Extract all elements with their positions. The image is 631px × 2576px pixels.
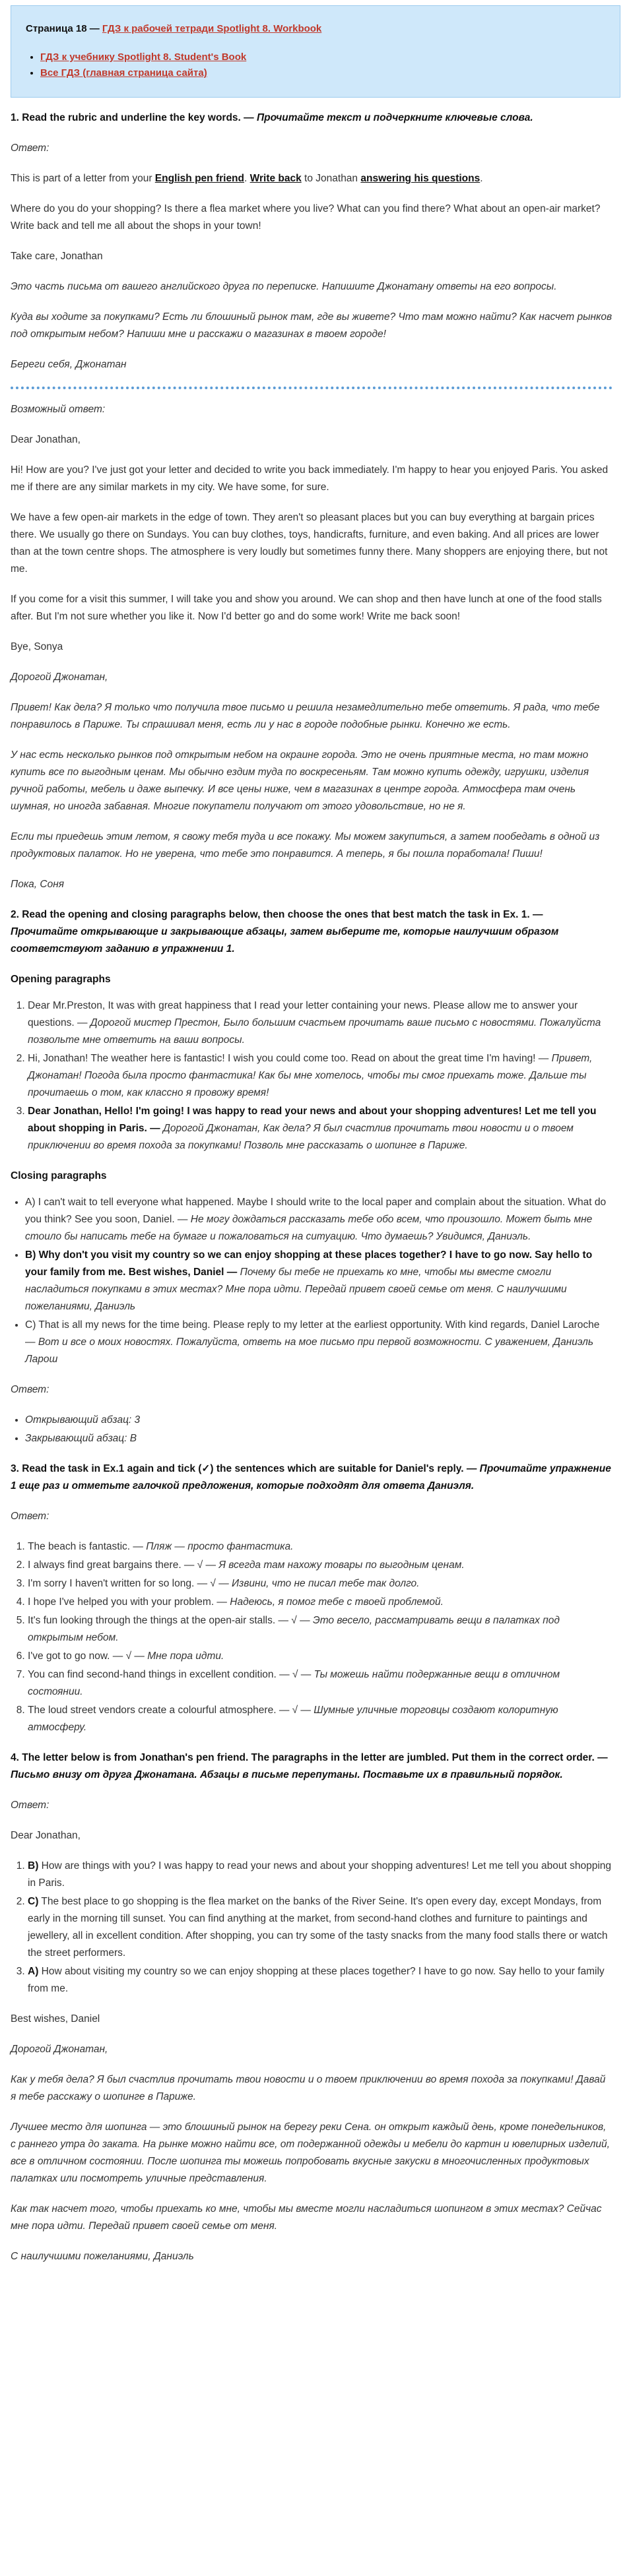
rubric-text: . (244, 173, 250, 184)
ex3-task-ru: Прочитайте упражнение 1 еще раз и отметьте галочкой предложения, которые подходят для ответа Даниэля. (11, 1463, 611, 1492)
ex4-paragraph-text: How are things with you? I was happy to read your news and about your shopping adventures! Let me tell you about shopping in Paris. (28, 1860, 612, 1889)
sample-p3-ru: Если ты приедешь этим летом, я свожу тебя туда и все покажу. Мы можем закупиться, а затем пообедать в одной из продуктовых палаток. Но не уверена, что тебе это понравится. А теперь, я бы пошла поработала! Пиши! (11, 831, 600, 860)
ex1-answer-label: Ответ: (11, 142, 50, 154)
ex4-greet-en: Dear Jonathan, (11, 1830, 81, 1841)
ex2-task-ru: Прочитайте открывающие и закрывающие абзацы, затем выберите те, которые наилучшим образом соответствуют заданию в упражнении 1. (11, 926, 559, 955)
closing-heading: Closing paragraphs (11, 1170, 107, 1181)
ex3-task (11, 1461, 613, 1495)
sample-bye-ru: Пока, Соня (11, 879, 65, 890)
ex2-answers (11, 1412, 613, 1447)
ex4-item (28, 1963, 613, 1997)
sample-p1-en: Hi! How are you? I've just got your letter and decided to write you back immediately. I'm happy to hear you enjoyed Paris. You asked me if there are any similar markets in my city. We have some, for sure. (11, 464, 609, 493)
paragraph-mark: B) (28, 1860, 39, 1871)
ex1-sign-ru: Береги себя, Джонатан (11, 359, 127, 370)
sample-label: Возможный ответ: (11, 404, 106, 415)
closing-item (25, 1247, 613, 1315)
paragraph-mark: C) (28, 1896, 39, 1907)
ex3-text-en: You can find second-hand things in excellent condition. — √ — (28, 1669, 312, 1680)
rubric-text: . (480, 173, 483, 184)
ex3-answer-label: Ответ: (11, 1511, 50, 1522)
ex3-text-en: The beach is fantastic. — (28, 1541, 143, 1552)
ex1-sign-en: Take care, Jonathan (11, 251, 103, 262)
dotted-divider (11, 387, 613, 389)
opening-list (11, 997, 613, 1154)
ex4-item (28, 1858, 613, 1892)
ex4-paragraph-text: The best place to go shopping is the flea market on the banks of the River Seine. It's open every day, except Mondays, from early in the morning till sunset. You can find anything at the market, from second-hand clothes and furniture to paintings and jewellery, all in excellent condition. After shopping, you can try some of the tasty snacks from the many food stalls there or watch the street performers. (28, 1896, 608, 1959)
opening-text-en: Dear Jonathan, Hello! I'm going! I was happy to read your news and about your shopping adventures! Let me tell you about shopping in Paris. — (28, 1106, 597, 1134)
ex3-item (28, 1594, 613, 1611)
closing-text-ru: Не могу дождаться рассказать тебе обо всем, что произошло. Может быть мне стоило бы написать тебе на бумаге и пожаловаться на ситуацию. Что думаешь? Увидимся, Даниэль. (25, 1214, 593, 1242)
opening-text-ru: Дорогой Джонатан, Как дела? Я был счастлив прочитать твои новости и о твоем приключении во время похода за покупками! Позволь мне рассказать о шопинге в Париже. (28, 1123, 574, 1151)
navigation-box (11, 5, 620, 98)
keyword-underlined: English pen friend (154, 173, 244, 184)
ex3-text-ru: Это весело, рассматривать вещи в палатках под открытым небом. (28, 1615, 560, 1643)
ex3-text-ru: Шумные уличные торговцы создают колоритную атмосферу. (28, 1705, 558, 1733)
keyword-underlined: Write back (249, 173, 302, 184)
sample-bye-en: Bye, Sonya (11, 641, 63, 652)
closing-text-ru: Почему бы тебе не приехать ко мне, чтобы мы вместе смогли насладиться покупками в этих местах? Мне пора идти. Передай привет своей семье от меня. С наилучшими пожеланиями, Даниэль (25, 1267, 567, 1312)
ex4-greet-ru: Дорогой Джонатан, (11, 2044, 108, 2055)
ex3-task-en: 3. Read the task in Ex.1 again and tick (✓) the sentences which are suitable for Daniel's reply. — (11, 1463, 477, 1474)
ex3-text-ru: Надеюсь, я помог тебе с твоей проблемой. (230, 1596, 444, 1608)
ex3-item (28, 1648, 613, 1665)
ex1-letter-ru: Куда вы ходите за покупками? Есть ли блошиный рынок там, где вы живете? Что там можно найти? Как насчет рынков под открытым небом? Напиши мне и расскажи о магазинах в твоем городе! (11, 311, 613, 340)
main-content (0, 98, 631, 2298)
opening-text-en: Hi, Jonathan! The weather here is fantastic! I wish you could come too. Read on about the great time I'm having! — (28, 1053, 549, 1064)
page-number-label: Страница 18 — (26, 23, 100, 34)
keyword-underlined: answering his questions (360, 173, 481, 184)
ex3-item (28, 1702, 613, 1736)
ex3-text-ru: Пляж — просто фантастика. (146, 1541, 294, 1552)
ex3-text-ru: Я всегда там нахожу товары по выгодным ценам. (218, 1559, 465, 1571)
closing-item (25, 1317, 613, 1368)
nav-links-list (26, 49, 604, 81)
ex3-item (28, 1575, 613, 1592)
ex3-text-ru: Ты можешь найти подержанные вещи в отличном состоянии. (28, 1669, 560, 1697)
closing-text-en: C) That is all my news for the time being. Please reply to my letter at the earliest opportunity. With kind regards, Daniel Laroche — (25, 1319, 600, 1348)
closing-text-ru: Вот и все о моих новостях. Пожалуйста, ответь на мое письмо при первой возможности. С уважением, Даниэль Ларош (25, 1336, 594, 1365)
ex3-item (28, 1666, 613, 1701)
ex4-p2-ru: Лучшее место для шопинга — это блошиный рынок на берегу реки Сена. он открыт каждый день, кроме понедельников, с раннего утра до заката. На рынке можно найти все, от подержанной одежды и мебели до картин и ювелирных изделий, все в отличном состоянии. После шопинга ты можешь попробовать вкусные закуски в многочисленных продуктовых палатках или посмотреть уличные представления. (11, 2121, 610, 2184)
ex4-sign-en: Best wishes, Daniel (11, 2013, 100, 2025)
opening-item (28, 997, 613, 1049)
ex1-task-ru: Прочитайте текст и подчеркните ключевые слова. (256, 112, 533, 123)
ex3-item (28, 1612, 613, 1647)
ex3-text-en: I hope I've helped you with your problem. — (28, 1596, 227, 1608)
closing-text-en: B) Why don't you visit my country so we can enjoy shopping at these places together? I have to go now. Say hello to your family from me. Best wishes, Daniel — (25, 1249, 593, 1278)
ex3-list (11, 1538, 613, 1736)
ex4-item (28, 1893, 613, 1962)
ex3-text-en: It's fun looking through the things at the open-air stalls. — √ — (28, 1615, 310, 1626)
ex2-answer-item: • Закрывающий абзац: B (25, 1430, 613, 1447)
ex3-text-en: I always find great bargains there. — √ — (28, 1559, 216, 1571)
ex1-rubric-ru: Это часть письма от вашего английского друга по переписке. Напишите Джонатану ответы на его вопросы. (11, 281, 557, 292)
opening-text-ru: Дорогой мистер Престон, Было большим счастьем прочитать ваше письмо с новостями. Пожалуйста позвольте мне ответить на ваши вопросы. (28, 1017, 601, 1046)
ex4-task (11, 1749, 613, 1784)
ex3-text-en: I'm sorry I haven't written for so long. — √ — (28, 1578, 229, 1589)
opening-item (28, 1050, 613, 1102)
ex4-task-ru: Письмо внизу от друга Джонатана. Абзацы в письме перепутаны. Поставьте их в правильный порядок. (11, 1769, 563, 1780)
opening-text-en: Dear Mr.Preston, It was with great happiness that I read your letter containing your news. Please allow me to answer your questions. — (28, 1000, 578, 1028)
ex4-p1-ru: Как у тебя дела? Я был счастлив прочитать твои новости и о твоем приключении во время похода за покупками! Давай я тебе расскажу о шопинге в Париже. (11, 2074, 606, 2102)
ex2-answer-item: • Открывающий абзац: 3 (25, 1412, 613, 1429)
breadcrumb (26, 20, 604, 38)
closing-item (25, 1194, 613, 1245)
ex2-task-en: 2. Read the opening and closing paragraphs below, then choose the ones that best match the task in Ex. 1. — (11, 909, 543, 920)
ex3-item (28, 1538, 613, 1555)
ex2-answer-label: Ответ: (11, 1384, 50, 1395)
sample-greet-ru: Дорогой Джонатан, (11, 672, 108, 683)
closing-text-en: A) I can't wait to tell everyone what happened. Maybe I should write to the local paper and complain about the situation. What do you think? See you soon, Daniel. — (25, 1197, 607, 1225)
home-link[interactable]: Все ГДЗ (главная страница сайта) (40, 67, 207, 79)
ex2-task (11, 906, 613, 958)
sample-p3-en: If you come for a visit this summer, I will take you and show you around. We can shop and then have lunch at one of the food stalls after. But I'm not sure whether you like it. Now I'd better go and do some work! Write me back soon! (11, 594, 602, 622)
nav-link-item (40, 65, 604, 81)
rubric-text: to Jonathan (301, 173, 361, 184)
sample-p1-ru: Привет! Как дела? Я только что получила твое письмо и решила незамедлительно тебе ответить. Я рада, что тебе понравилось в Париже. Ты спрашивал меня, есть ли у нас в городе подобные рынки. Конечно же есть. (11, 702, 600, 730)
ex3-text-ru: Извини, что не писал тебе так долго. (232, 1578, 420, 1589)
sample-p2-ru: У нас есть несколько рынков под открытым небом на окраине города. Это не очень приятные места, но там можно купить все по выгодным ценам. Мы обычно ездим туда по воскресеньям. Там можно купить одежду, игрушки, изделия ручной работы, мебель и даже выпечку. И все цены ниже, чем в магазинах в центре города. Атмосфера там очень шумная, но иногда забавная. Многие покупатели получают от этого удовольствие, но не я. (11, 749, 589, 812)
sample-greet-en: Dear Jonathan, (11, 434, 81, 445)
ex3-text-en: The loud street vendors create a colourful atmosphere. — √ — (28, 1705, 311, 1716)
sample-p2-en: We have a few open-air markets in the edge of town. They aren't so pleasant places but you can buy everything at bargain prices there. We usually go there on Sundays. You can buy clothes, toys, handicrafts, furniture, and even baking. And all prices are lower than at the town centre shops. The atmosphere is very loudly but sometimes funny there. Many shoppers are enjoying there, but not me. (11, 512, 608, 575)
rubric-text: This is part of a letter from your (11, 173, 155, 184)
ex4-task-en: 4. The letter below is from Jonathan's pen friend. The paragraphs in the letter are jumbled. Put them in the correct order. — (11, 1752, 608, 1763)
ex3-text-en: I've got to go now. — √ — (28, 1650, 145, 1662)
ex3-item (28, 1557, 613, 1574)
students-book-link[interactable]: ГДЗ к учебнику Spotlight 8. Student's Book (40, 51, 247, 63)
ex1-rubric (11, 170, 613, 187)
opening-heading: Opening paragraphs (11, 974, 111, 985)
ex4-paragraph-text: How about visiting my country so we can enjoy shopping at these places together? I have to go now. Say hello to your family from me. (28, 1966, 605, 1994)
ex1-task-en: 1. Read the rubric and underline the key words. — (11, 112, 254, 123)
ex4-p3-ru: Как так насчет того, чтобы приехать ко мне, чтобы мы вместе могли насладиться шопингом в этих местах? Сейчас мне пора идти. Передай привет своей семье от меня. (11, 2203, 602, 2232)
ex1-letter-en: Where do you do your shopping? Is there a flea market where you live? What can you find there? What about an open-air market? Write back and tell me all about the shops in your town! (11, 203, 601, 232)
closing-list (11, 1194, 613, 1368)
ex1-task (11, 110, 613, 127)
workbook-link[interactable]: ГДЗ к рабочей тетради Spotlight 8. Workbook (102, 23, 322, 34)
ex4-answer-label: Ответ: (11, 1800, 50, 1811)
ex4-sign-ru: С наилучшими пожеланиями, Даниэль (11, 2251, 194, 2262)
opening-text-ru: Привет, Джонатан! Погода была просто фантастика! Как бы мне хотелось, чтобы ты смог приехать тоже. Дальше ты прочитаешь о том, как классно я провожу время! (28, 1053, 593, 1098)
opening-item (28, 1103, 613, 1154)
ex4-list (11, 1858, 613, 1997)
paragraph-mark: A) (28, 1966, 39, 1977)
nav-link-item (40, 49, 604, 65)
ex3-text-ru: Мне пора идти. (147, 1650, 224, 1662)
